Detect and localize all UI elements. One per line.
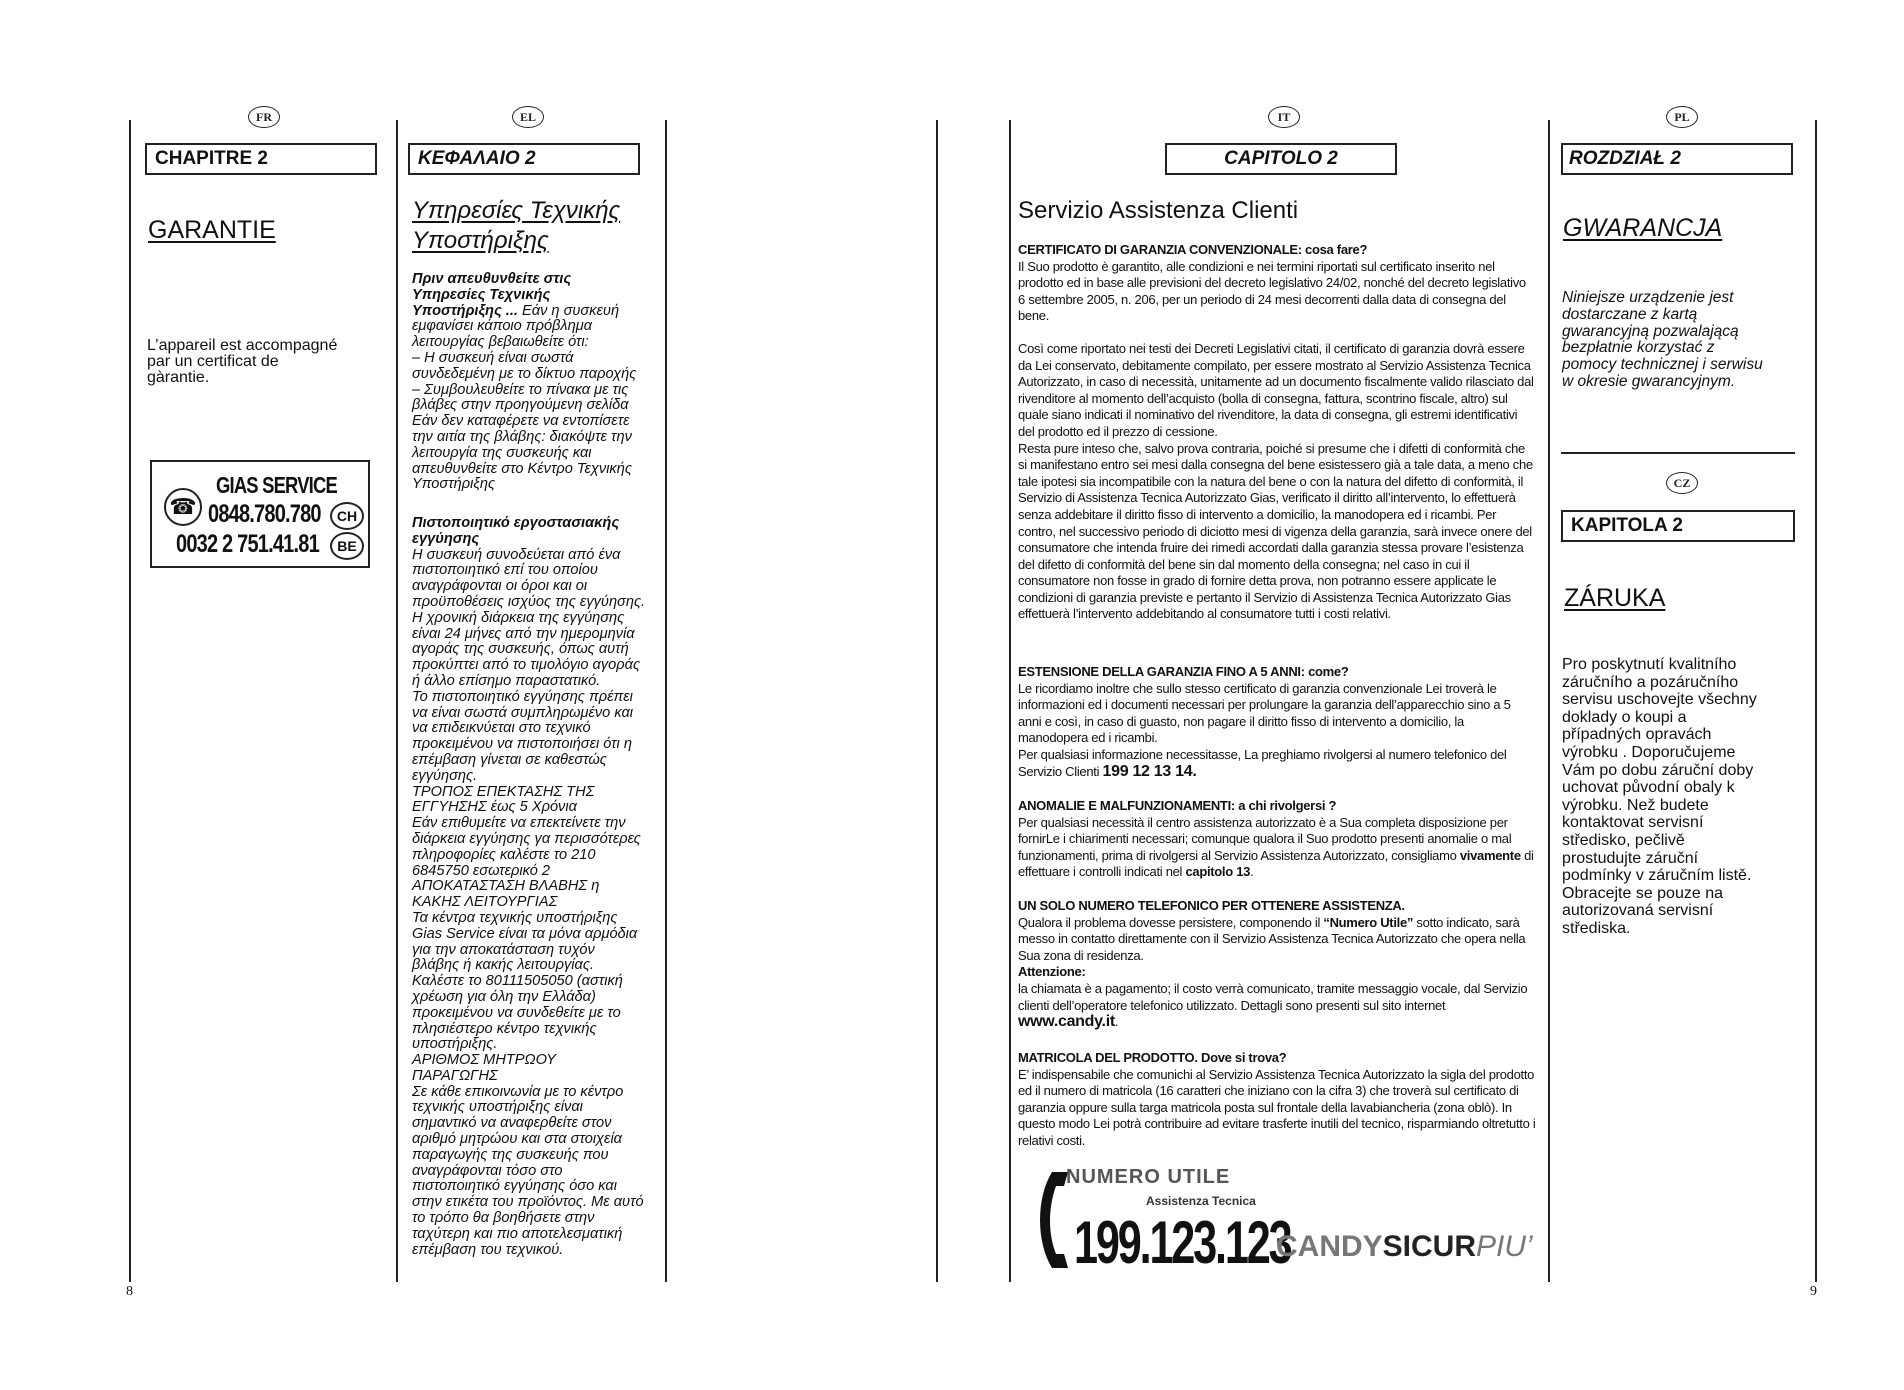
spine-rule-left (936, 120, 938, 1282)
it-warranty-paragraph-1: Il Suo prodotto è garantito, alle condizioni e nei termini riportati sul certificato inserito nel prodotto ed in base alle previsioni del decreto legislativo 24/02, nonché del decreto legislativo 6 settembre 2005, n. 206, per un periodo di 24 mesi decorrenti dalla data di consegna del bene. (1018, 258, 1526, 324)
logo-piu: PIU’ (1476, 1230, 1533, 1263)
it-phone-text-3: la chiamata è a pagamento; il costo verrà comunicato, tramite messaggio vocale, dal Servizio clienti dell’operatore telefonico utilizzato. Dettagli sono presenti sul sito internet (1018, 980, 1528, 1013)
country-badge-ch: CH (330, 502, 364, 530)
it-heading-phone: UN SOLO NUMERO TELEFONICO PER OTTENERE ASSISTENZA. (1018, 898, 1405, 913)
section-divider-pl-cz (1561, 452, 1795, 454)
it-heading-warranty: CERTIFICATO DI GARANZIA CONVENZIONALE: cosa fare? (1018, 242, 1368, 257)
numero-utile-graphic (1028, 1166, 1291, 1276)
language-badge-it: IT (1268, 106, 1300, 128)
page-number-right: 9 (1810, 1284, 1817, 1299)
service-name: GIAS SERVICE (216, 472, 337, 498)
body-text-fr: L’appareil est accompagné par un certificat de gàrantie. (147, 337, 338, 386)
it-phone-text-4: . (1114, 1014, 1119, 1030)
it-heading-serial: MATRICOLA DEL PRODOTTO. Dove si trova? (1018, 1050, 1287, 1065)
body-text-el-warranty (412, 516, 664, 1258)
service-phone-ch: 0848.780.780 (208, 500, 321, 528)
it-phone-text-2: sotto indicato, sarà messo in contatto direttamente con il Servizio Assistenza Tecnica Autorizzato che opera nella Sua zona di residenza. (1018, 914, 1526, 963)
column-rule-fr-el (396, 120, 398, 1282)
page-number-left: 8 (126, 1284, 133, 1299)
candysicurpiu-logo (1276, 1230, 1533, 1264)
language-badge-pl: PL (1666, 106, 1698, 128)
warranty-text-el: Η συσκευή συνοδεύεται από ένα πιστοποιητικό επί του οποίου αναγράφονται οι όροι και οι προϋποθέσεις ισχύος της εγγύησης. Η χρονική διάρκεια της εγγύησης είναι 24 μήνες από την ημερομηνία αγοράς της συσκευής, όπως αυτή προκύπτει από το τιμολόγιο αγοράς ή άλλο επίσημο παραστατικό. Το πιστοποιητικό εγγύησης πρέπει να είναι σωστά συμπληρωμένο και να επιδεικνύεται στο τεχνικό προκειμένου να πιστοποιήσει ότι η επέμβαση γίνεται σε καθεστώς εγγύησης. ΤΡΟΠΟΣ ΕΠΕΚΤΑΣΗΣ ΤΗΣ ΕΓΓΥΗΣΗΣ έως 5 Χρόνια Εάν επιθυμείτε να επεκτείνετε την διάρκεια εγγύησης γα περισσότερες πληροφορίες καλέστε το 210 6845750 εσωτερικό 2 ΑΠΟΚΑΤΑΣΤΑΣΗ ΒΛΑΒΗΣ η ΚΑΚΗΣ ΛΕΙΤΟΥΡΓΙΑΣ Τα κέντρα τεχνικής υποστήριξης Gias Service είναι τα μόνα αρμόδια για την αποκατάσταση τυχόν βλάβης ή κακής λειτουργίας. Καλέστε το 80111505050 (αστική χρέωση για όλη την Ελλάδα) προκειμένου να συνδεθείτε με το πλησιέστερο κέντρο τεχνικής υποστήριξης. ΑΡΙΘΜΟΣ ΜΗΤΡΩΟΥ ΠΑΡΑΓΩΓΗΣ Σε κάθε επικοινωνία με το κέντρο τεχνικής υποστήριξης είναι σημαντικό να αναφερθείτε στον αριθμό μητρώου και στα στοιχεία παραγωγής της συσκευής που αναγράφονται τόσο στο πιστοποιητικό εγγύησης όσο και στην ετικέτα του προϊόντος. Με αυτό το τρόπο θα βοηθήσετε στην ταχύτερη και πιο αποτελεσματική επέμβαση του τεχνικού. (412, 546, 646, 1258)
it-serial-paragraph: E’ indispensabile che comunichi al Servizio Assistenza Tecnica Autorizzato la sigla del prodotto ed il numero di matricola (16 caratteri che iniziano con la cifra 3) che troverà sul certificato di garanzia oppure sulla targa matricola posta sul frontale della lavabiancheria (zona oblò). In questo modo Lei potrà contribuire ad evitare trasferte inutili del tecnico, risparmiando oltretutto i relativi costi. (1018, 1066, 1536, 1148)
section-title-el: Υπηρεσίες Τεχνικής Υποστήριξης (412, 197, 621, 254)
it-section-warranty (1018, 242, 1536, 623)
section-title-it: Servizio Assistenza Clienti (1018, 197, 1299, 224)
logo-candy: CANDY (1276, 1230, 1383, 1263)
intro-text-el: Εάν η συσκευή εμφανίσει κάποιο πρόβλημα λειτουργίας βεβαιωθείτε ότι: – Η συσκευή είναι σωστά συνδεδεμένη με το δίκτυο παροχής – Συμβουλευθείτε το πίνακα με τις βλάβες στην προηγούμενη σελίδα Εάν δεν καταφέρετε να εντοπίσετε την αιτία της βλάβης: διακόψτε την λειτουργία της συσκευής και απευθυνθείτε στο Κέντρο Τεχνικής Υποστήριξης (412, 302, 637, 493)
chapter-heading-fr: CHAPITRE 2 (145, 143, 377, 175)
it-anomalies-bold-1: vivamente (1459, 847, 1521, 863)
it-heading-anomalies: ANOMALIE E MALFUNZIONAMENTI: a chi rivolgersi ? (1018, 798, 1337, 813)
chapter-heading-pl: ROZDZIAŁ 2 (1561, 143, 1793, 175)
it-anomalies-bold-2: capitolo 13 (1185, 864, 1251, 880)
it-section-extension (1018, 664, 1536, 780)
numero-utile-number: 199.123.123 (1074, 1209, 1291, 1276)
column-rule-right (1815, 120, 1817, 1282)
it-attention-label: Attenzione: (1018, 964, 1086, 980)
it-extension-paragraph-2: Per qualsiasi informazione necessitasse, La preghiamo rivolgersi al numero telefonico del Servizio Clienti (1018, 746, 1507, 779)
it-anomalies-text-2: di effettuare i controlli indicati nel (1018, 847, 1534, 880)
warranty-heading-el: Πιστοποιητικό εργοστασιακής εγγύησης (412, 515, 620, 547)
logo-sicur: SICUR (1382, 1230, 1477, 1263)
numero-utile-label: NUMERO UTILE (1066, 1166, 1231, 1188)
body-text-pl: Niniejsze urządzenie jest dostarczane z kartą gwarancyjną pozwalającą bezpłatnie korzystać z pomocy technicznej i serwisu w okresie gwarancyjnym. (1562, 289, 1763, 390)
assistenza-tecnica-label: Assistenza Tecnica (1146, 1194, 1256, 1208)
telephone-icon: ☎ (164, 488, 202, 526)
it-warranty-paragraph-3: Resta pure inteso che, salvo prova contraria, poiché si presume che i difetti di conformità che si manifestano entro sei mesi dalla consegna del bene esistessero già a tale data, a meno che tale ipotesi sia incompatibile con la natura del bene o con la natura del difetto di conformità, il Servizio di Assistenza Tecnica Autorizzato Gias, verificato il diritto all’intervento, lo effettuerà senza addebitare il diritto fisso di intervento a domicilio, la manodopera ed i ricambi. Per contro, nel successivo periodo di diciotto mesi di vigenza della garanzia, sarà invece onere del consumatore che intenda fruire dei rimedi accordati dalla garanzia stessa provare l’esistenza del difetto di conformità del bene sin dal momento della consegna; nel caso in cui il consumatore non fosse in grado di fornire detta prova, non potranno essere applicate le condizioni di garanzia previste e pertanto il Servizio di Assistenza Tecnica Autorizzato Gias effettuerà l’intervento addebitando al consumatore tutti i costi relativi. (1018, 440, 1533, 622)
chapter-heading-it: CAPITOLO 2 (1165, 143, 1397, 175)
it-anomalies-text-1: Per qualsiasi necessità il centro assistenza autorizzato è a Sua completa disposizione per fornirLe i chiarimenti necessari; comunque qualora il Suo prodotto presenti anomalie o mal funzionamenti, prima di rivolgersi al Servizio Assistenza Autorizzato, consigliamo (1018, 814, 1512, 863)
language-badge-fr: FR (248, 106, 280, 128)
column-rule-el-right (665, 120, 667, 1282)
spine-rule-right (1009, 120, 1011, 1282)
it-section-serial (1018, 1050, 1536, 1150)
it-section-anomalies (1018, 798, 1536, 881)
chapter-heading-cz: KAPITOLA 2 (1561, 510, 1795, 542)
gias-service-box (150, 460, 370, 568)
section-title-fr: GARANTIE (148, 216, 276, 244)
body-text-cz: Pro poskytnutí kvalitního záručního a pozáručního servisu uschovejte všechny doklady o koupi a případných opravách výrobku . Doporučujeme Vám po dobu záruční doby uchovat původní obaly k výrobku. Než budete kontaktovat servisní středisko, pečlivě prostudujte záruční podmínky v záručním listě. Obracejte se pouze na autorizovaná servisní střediska. (1562, 656, 1757, 937)
service-phone-be: 0032 2 751.41.81 (176, 530, 319, 558)
section-title-cz: ZÁRUKA (1564, 584, 1666, 612)
it-extension-paragraph-1: Le ricordiamo inoltre che sullo stesso certificato di garanzia convenzionale Lei troverà le informazioni ed i documenti necessari per prolungare la garanzia dell’apparecchio sino a 5 anni e così, in caso di guasto, non pagare il diritto fisso di intervento a domicilio, la manodopera ed i ricambi. (1018, 680, 1511, 746)
it-anomalies-text-3: . (1250, 864, 1254, 880)
body-text-el-intro (412, 272, 664, 493)
it-phone-bold: “Numero Utile” (1323, 914, 1414, 930)
language-badge-el: EL (512, 106, 544, 128)
country-badge-be: BE (330, 532, 364, 560)
it-service-phone: 199 12 13 14. (1102, 762, 1197, 780)
section-title-pl: GWARANCJA (1563, 214, 1723, 242)
column-rule-it-pl (1548, 120, 1550, 1282)
language-badge-cz: CZ (1666, 472, 1698, 494)
intro-heading-el: Πριν απευθυνθείτε στις Υπηρεσίες Τεχνικής Υποστήριξης ... (412, 271, 572, 319)
it-phone-text-1: Qualora il problema dovesse persistere, componendo il (1018, 914, 1324, 930)
it-warranty-paragraph-2: Così come riportato nei testi dei Decreti Legislativi citati, il certificato di garanzia dovrà essere da Lei conservato, debitamente compilato, per essere mostrato al Servizio Assistenza Tecnica Autorizzato, in caso di necessità, unitamente ad un documento fiscalmente valido rilasciato dal rivenditore al momento dell’acquisto (bolla di consegna, fattura, scontrino fiscale, altro) sul quale siano indicati il nominativo del rivenditore, la data di consegna, gli estremi identificativi del prodotto ed il prezzo di cessione. (1018, 340, 1534, 439)
it-heading-extension: ESTENSIONE DELLA GARANZIA FINO A 5 ANNI: come? (1018, 664, 1349, 679)
it-section-phone (1018, 898, 1536, 1031)
column-rule-left (129, 120, 131, 1282)
chapter-heading-el: ΚΕΦΑΛΑΙΟ 2 (408, 143, 640, 175)
it-website-link[interactable]: www.candy.it (1018, 1013, 1115, 1031)
